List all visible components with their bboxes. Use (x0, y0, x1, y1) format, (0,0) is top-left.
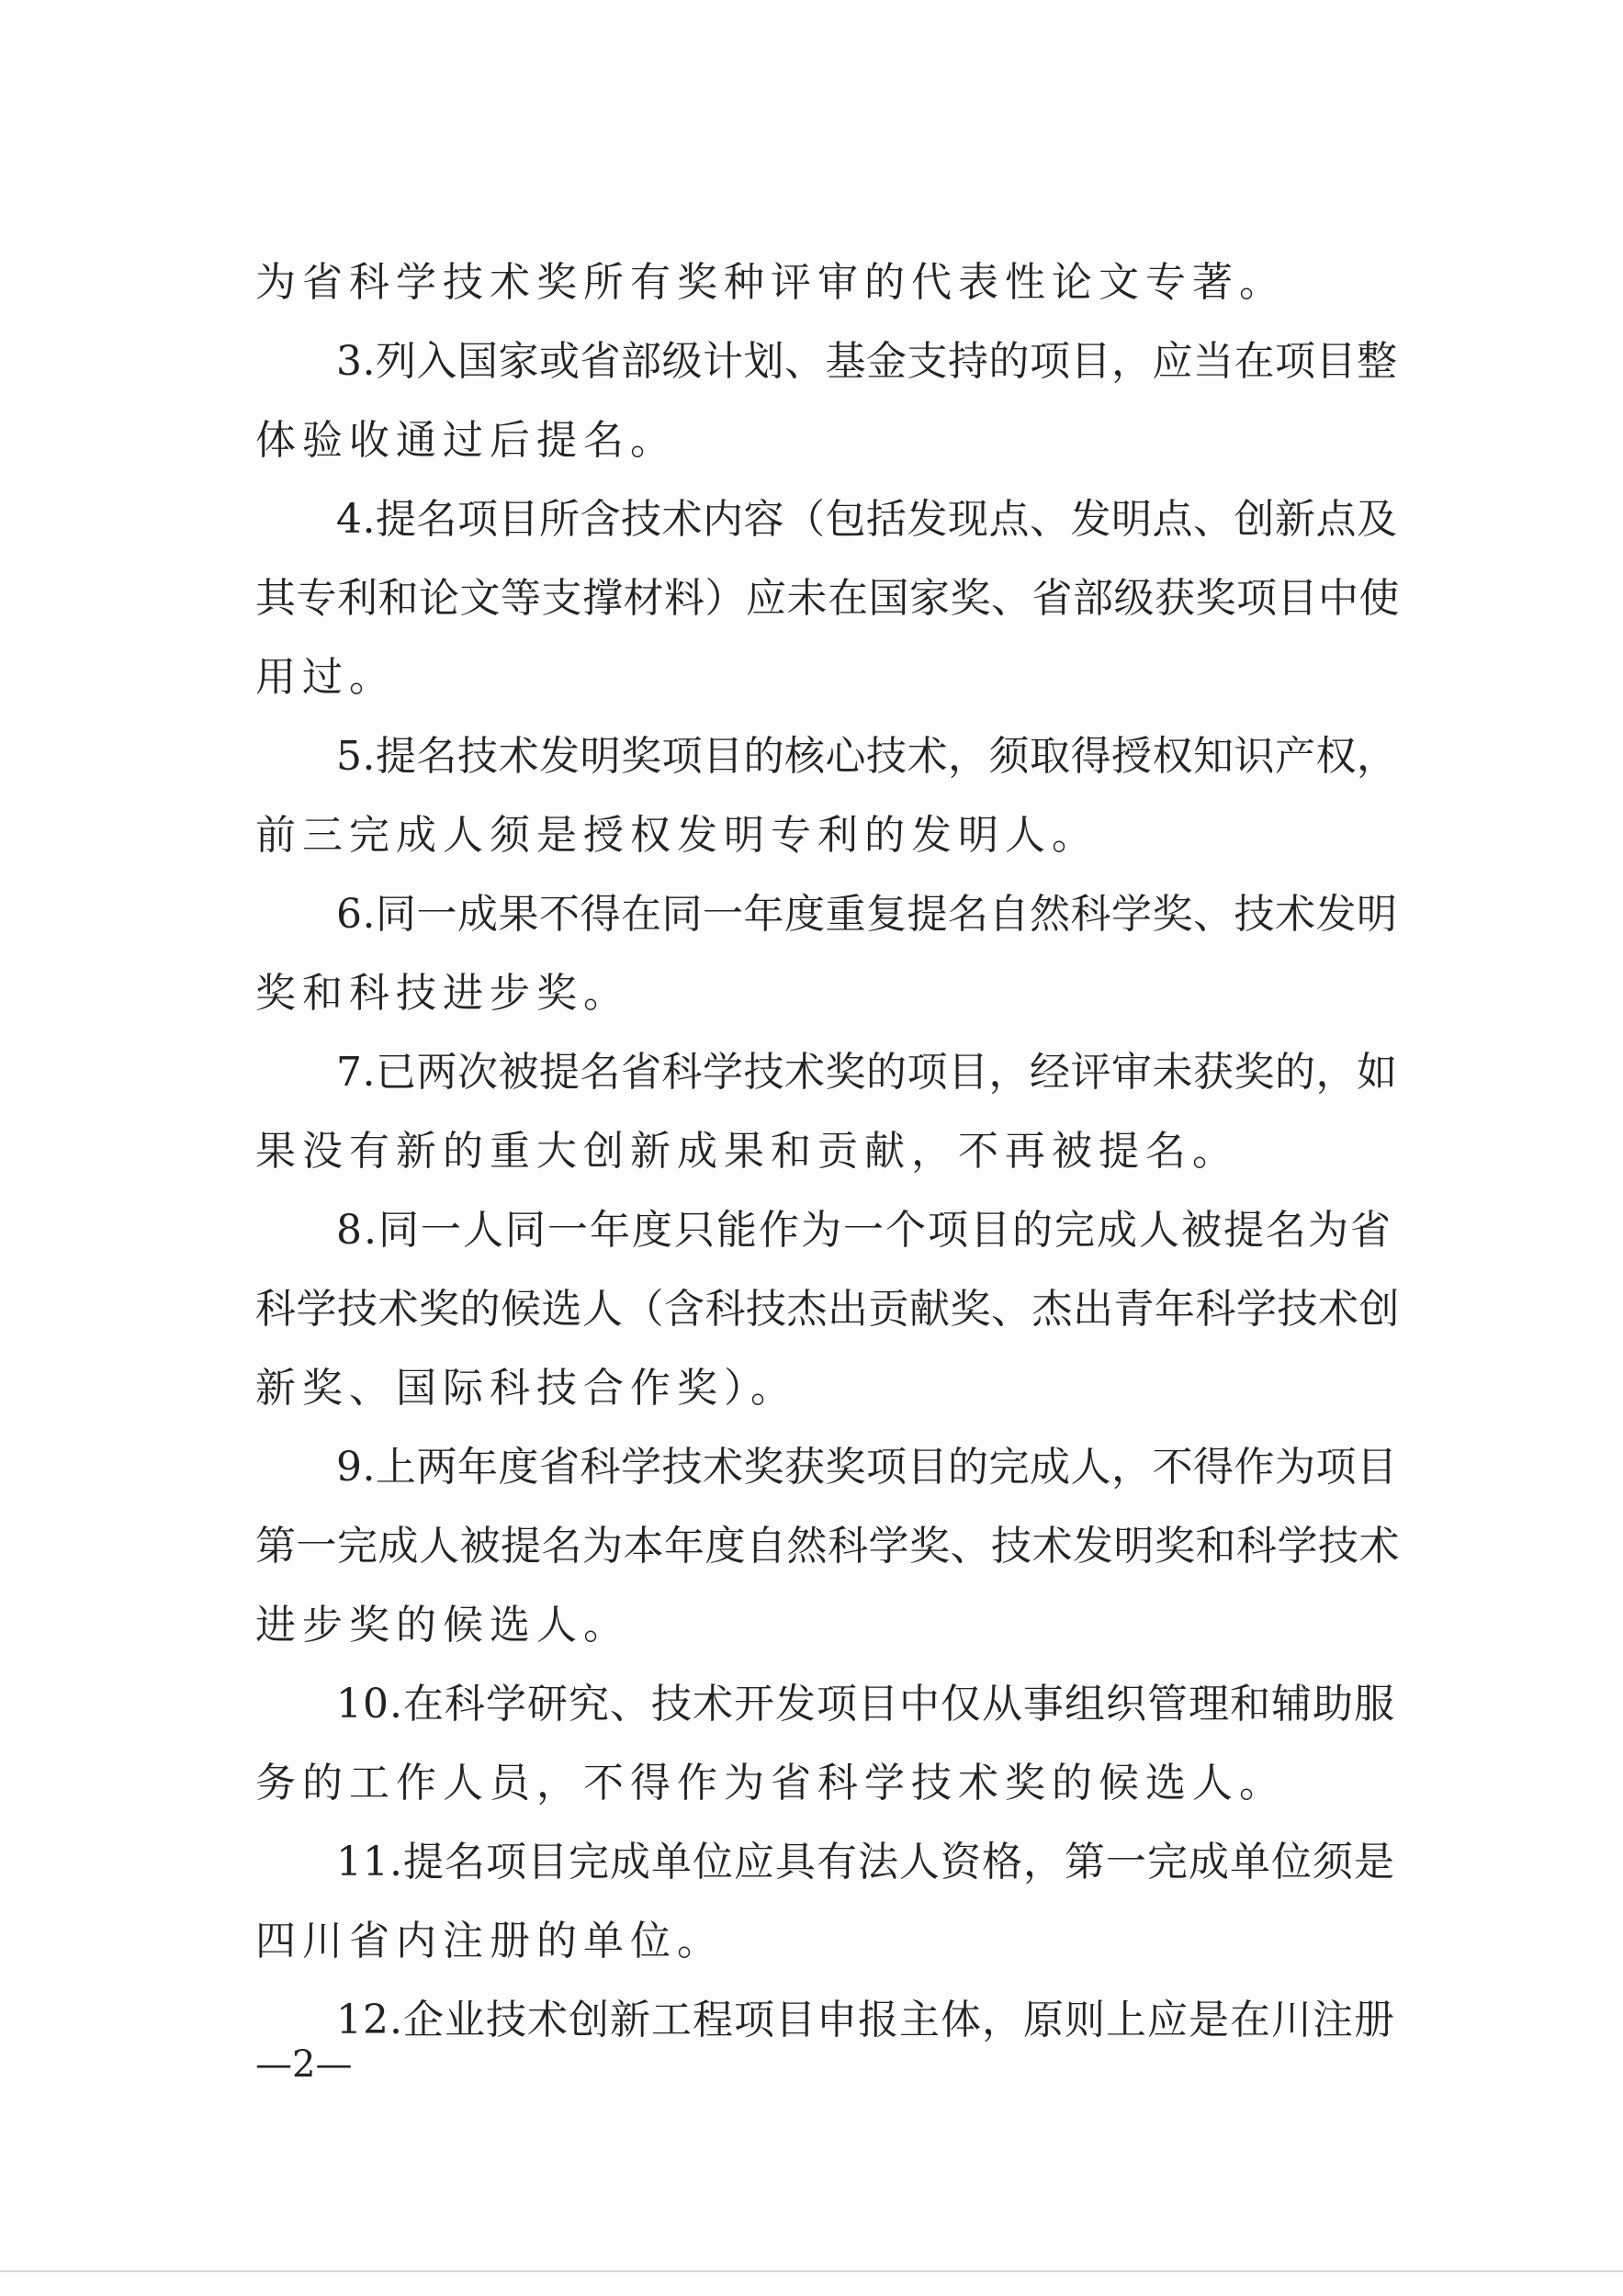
text-line: 7.已两次被提名省科学技术奖的项目，经评审未获奖的，如 (336, 1049, 1398, 1096)
text-line: 6.同一成果不得在同一年度重复提名自然科学奖、技术发明 (336, 891, 1398, 938)
text-line: 务的工作人员，不得作为省科学技术奖的候选人。 (255, 1760, 1286, 1806)
text-line: 新奖、国际科技合作奖）。 (255, 1365, 797, 1412)
text-line: 科学技术奖的候选人（含科技杰出贡献奖、杰出青年科学技术创 (255, 1286, 1400, 1333)
text-line: 4.提名项目所含技术内容（包括发现点、发明点、创新点及 (336, 496, 1398, 543)
text-line: 第一完成人被提名为本年度自然科学奖、技术发明奖和科学技术 (255, 1523, 1400, 1570)
page-number: —2— (255, 2043, 353, 2086)
text-line: 10.在科学研究、技术开发项目中仅从事组织管理和辅助服 (336, 1681, 1395, 1728)
text-line: 12.企业技术创新工程项目申报主体，原则上应是在川注册 (336, 1997, 1395, 2043)
text-line: 用过。 (255, 654, 396, 701)
text-line: 奖和科技进步奖。 (255, 970, 630, 1017)
text-line: 为省科学技术奖所有奖种评审的代表性论文专著。 (255, 259, 1286, 306)
text-line: 进步奖的候选人。 (255, 1602, 630, 1649)
text-line: 果没有新的重大创新成果和贡献，不再被提名。 (255, 1128, 1239, 1175)
body-text (255, 243, 1403, 2060)
text-line: 体验收通过后提名。 (255, 417, 677, 464)
text-line: 其专利和论文等支撑材料）应未在国家奖、省部级获奖项目中使 (255, 575, 1400, 622)
text-line: 11.提名项目完成单位应具有法人资格，第一完成单位须是 (336, 1839, 1395, 1885)
text-line: 前三完成人须是授权发明专利的发明人。 (255, 812, 1099, 859)
text-line: 9.上两年度省科学技术奖获奖项目的完成人，不得作为项目 (336, 1444, 1398, 1491)
text-line: 8.同一人同一年度只能作为一个项目的完成人被提名为省 (336, 1207, 1392, 1254)
text-line: 四川省内注册的单位。 (255, 1918, 724, 1964)
text-line: 3.列入国家或省部级计划、基金支持的项目，应当在项目整 (336, 338, 1398, 385)
text-line: 5.提名技术发明奖项目的核心技术，须取得授权知识产权， (336, 733, 1398, 780)
scan-edge-line (0, 2270, 1623, 2272)
